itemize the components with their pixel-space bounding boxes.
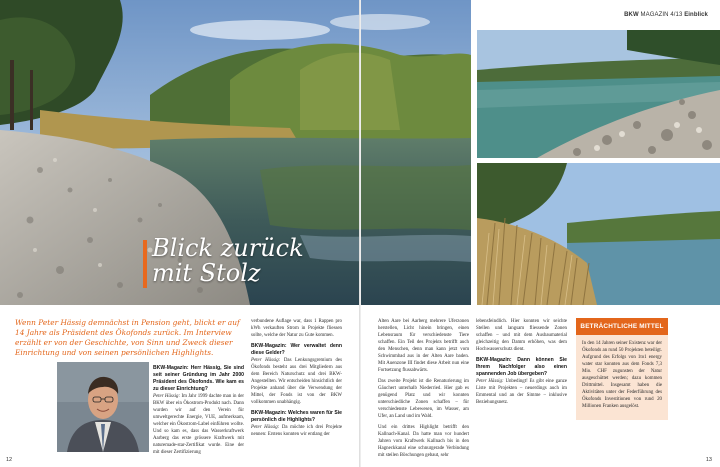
header-issue: MAGAZIN 4/13 bbox=[640, 12, 683, 18]
interview-answer bbox=[476, 378, 567, 406]
photo-lake-gravel-shore bbox=[477, 30, 720, 158]
sidebar-text: In den 14 Jahren seiner Existenz war der Ökofonds an rund 50 Projekten beteiligt. Aufgrund des Erfolgs von 1to1 energy water star konnten aus dem Fonds 7,3 Mio. CHF zugunsten der Natur ausgeschüttet werden; dazu kommen Drittmittel. Insgesamt haben die Aktivitäten unter der Federführung des Ökofonds Investitionen von rund 20 Millionen Franken ausgelöst. bbox=[582, 341, 662, 409]
header-magazine: BKW bbox=[624, 12, 639, 18]
page-number-right: 13 bbox=[705, 457, 712, 463]
article-title bbox=[152, 236, 332, 286]
title-accent-bar bbox=[143, 240, 147, 288]
interview-question: BKW-Magazin: Wer verwaltet denn diese Gelder? bbox=[251, 343, 342, 356]
interview-question: BKW-Magazin: Welches waren für Sie persönlich die Highlights? bbox=[251, 410, 342, 423]
interview-answer bbox=[251, 424, 342, 438]
paragraph: verbundene Auflage war, dass 1 Rappen pro kWh verkauften Strom in Projekte fliessen sollte, welche der Natur zu Gute kommen. bbox=[251, 319, 342, 338]
interview-question: BKW-Magazin: Herr Hässig, Sie sind seit seiner Gründung im Jahr 2000 Präsident des Ökofonds. Wie kam es zu dieser Einrichtung? bbox=[153, 365, 244, 392]
portrait-illustration bbox=[57, 362, 149, 452]
article-intro: Wenn Peter Hässig demnächst in Pension geht, blickt er auf 14 Jahre als Präsident des Ökofonds zurück. Im Interview erzählt er von der Geschichte, von Sinn und Zweck dieser Einrichtung und von seinen persönlichen Highlights. bbox=[15, 318, 240, 357]
reeds-illustration bbox=[477, 163, 720, 305]
answer-speaker: Peter Hässig: bbox=[153, 394, 181, 399]
paragraph: lebensfeindlich. Hier konnten wir seichte Stellen und langsam fliessende Zonen schaffen – und mit dem Ausbaumaterial gleichzeitig den Damm erhöhen, was dem Hochwasserschutz dient. bbox=[476, 319, 567, 352]
page-number-left: 12 bbox=[6, 457, 13, 463]
answer-speaker: Peter Hässig: bbox=[251, 425, 280, 430]
paragraph: Und ein drittes Highlight betrifft den Kallnach-Kanal. Da hatte man vor hundert Jahren vom Kraftwerk Kallnach bis in den Hagneckkanal eine schnurgerade Verbindung mit steilen Böschungen gebaut, sehr bbox=[378, 425, 469, 458]
interview-question: BKW-Magazin: Dann können Sie Ihrem Nachfolger also einen spannenden Job übergeben? bbox=[476, 357, 567, 377]
text-column-4 bbox=[476, 318, 567, 458]
paragraph: Alten Aare bei Aarberg mehrere Uferzonen herstellen, Licht hinein bringen, einen Lebensraum für verschiedenste Tiere schaffen. Ein Teil des Projekts betrifft auch den Menschen, denn man kann jetzt vom Schwimmbad aus in der Alten Aare baden. Mit Auenzone III findet diese Arbeit nun eine Fortsetzung flussabwärts. bbox=[378, 319, 469, 373]
photo-reeds-lake bbox=[477, 163, 720, 305]
interview-answer bbox=[153, 393, 244, 456]
title-line-2: mit Stolz bbox=[152, 259, 261, 287]
title-line-1: Blick zurück bbox=[152, 234, 304, 262]
answer-speaker: Peter Hässig: bbox=[476, 379, 504, 384]
answer-text: Da möchte ich drei Projekte nennen: Erstens konnten wir entlang der bbox=[251, 425, 342, 437]
page-gutter bbox=[359, 0, 361, 467]
hero-photo-river bbox=[0, 0, 471, 305]
answer-text: Das Lenkungsgremium des Ökofonds besteht aus drei Mitgliedern aus dem Bereich Naturschutz und drei BKW-Angestellten. Wir entscheiden hinsichtlich der Projekte anhand über die Verwendung der Mittel, der Fonds ist von der BKW vollkommen unabhängig. bbox=[251, 358, 342, 405]
running-header bbox=[624, 12, 708, 18]
text-column-2 bbox=[251, 318, 342, 458]
paragraph: Das zweite Projekt ist die Renaturierung im Gäuchert unterhalb Niederried. Hier gab es genügend Platz und wir konnten unterschiedliche Zonen schaffen – für verschiedenste Lebewesen, im Wasser, am Ufer, an Land und im Wald. bbox=[378, 379, 469, 419]
header-section: Einblick bbox=[684, 12, 708, 18]
sidebar-box bbox=[576, 318, 668, 420]
text-column-3 bbox=[378, 318, 469, 458]
answer-text: Im Jahr 1999 dachte man in der BKW über ein Ökostrom-Produkt nach. Dann wurden wir auf den Verein für umweltgerechte Energie, VUE, aufmerksam, welcher ein Ökostrom-Label einführen wollte. Und so kam es, dass das Wasserkraftwerk Aarberg das erste grössere Kraftwerk mit naturemade-star-Zertifikat wurde. Eine der mit dieser Zertifizierung bbox=[153, 394, 244, 455]
answer-text: Unbedingt! Es gibt eine ganze Liste mit Projekten – neuerdings auch im Emmental und an der Simme – inklusive Beziehungsnetz. bbox=[476, 379, 567, 405]
text-column-1 bbox=[153, 362, 244, 458]
portrait-photo-peter-haessig bbox=[57, 362, 149, 452]
sidebar-title: BETRÄCHTLICHE MITTEL bbox=[576, 318, 668, 335]
answer-speaker: Peter Hässig: bbox=[251, 358, 281, 363]
interview-answer bbox=[251, 357, 342, 406]
lake-shore-illustration bbox=[477, 30, 720, 158]
